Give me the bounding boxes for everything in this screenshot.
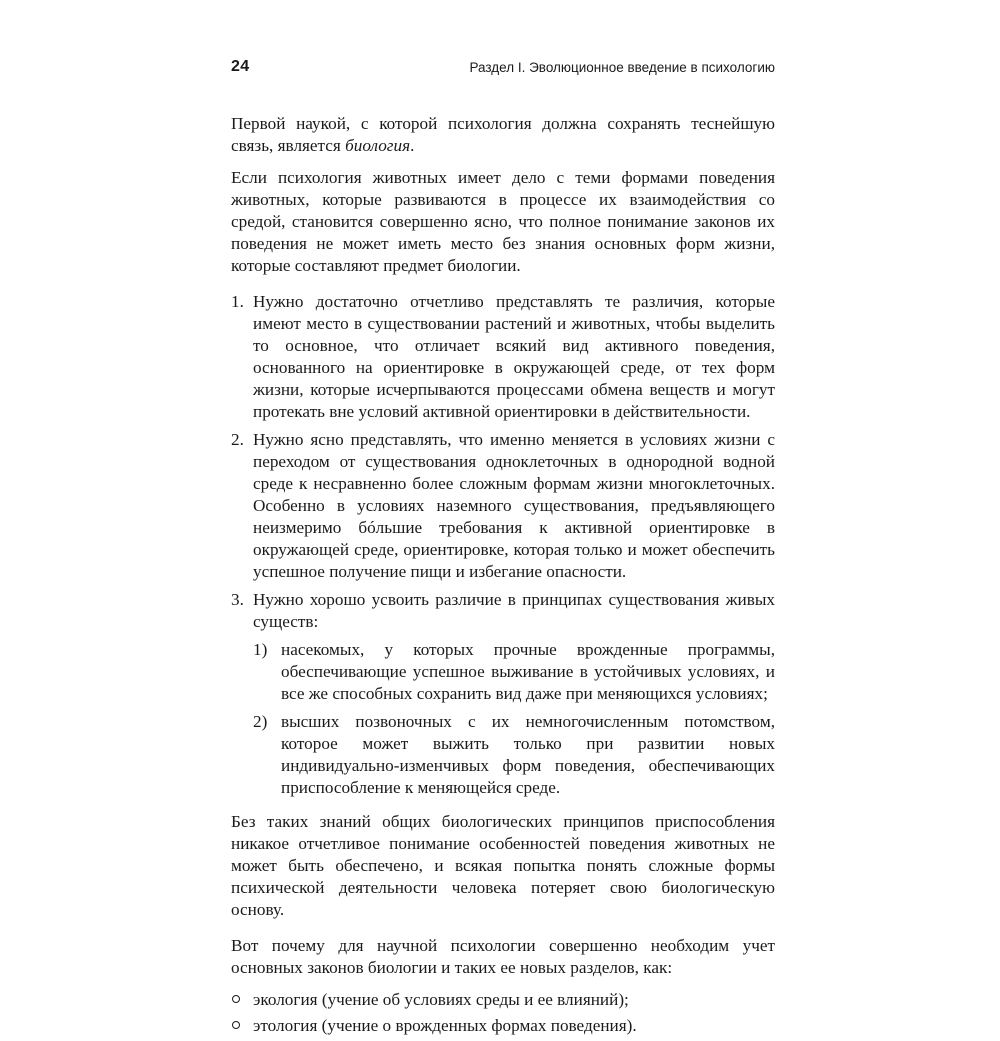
sub-list-marker: 1) [253,640,268,659]
bullet-item-text: экология (учение об условиях среды и ее влияний); [253,990,629,1009]
bullet-item-text: этология (учение о врожденных формах поведения). [253,1016,637,1035]
section-title: Раздел I. Эволюционное введение в психологию [469,60,775,75]
list-marker: 1. [231,292,244,311]
bullet-item-ecology [231,989,775,1011]
emphasis-biology: биология [345,136,411,155]
list-item-text: Нужно хорошо усвоить различие в принципах существования живых существ: [253,590,775,631]
paragraph-intro [231,113,775,157]
page-number: 24 [231,58,250,75]
circle-bullet-icon [232,1021,240,1029]
paragraph-conclusion: Без таких знаний общих биологических принципов приспособления никакое отчетливое понимание особенностей поведения животных не может быть обеспечено, и всякая попытка понять сложные формы психической деятельности человека потеряет свою биологическую основу. [231,812,775,919]
list-item-text: Нужно ясно представлять, что именно меняется в условиях жизни с переходом от существования одноклеточных в однородной водной среде к несравненно более сложным формам жизни многоклеточных. Особенно в условиях наземного существования, предъявляющего неизмеримо бóльшие требования к активной ориентировке в окружающей среде, ориентировке, которая только и может обеспечить успешное получение пищи и избегание опасности. [253,430,775,581]
list-item-1 [231,291,775,423]
book-page [231,0,775,1035]
page-body [231,113,775,1041]
paragraph-biology-sections: Вот почему для научной психологии совершенно необходим учет основных законов биологии и таких ее новых разделов, как: [231,936,775,977]
bullet-item-ethology [231,1015,775,1037]
bullet-list [231,989,775,1037]
list-marker: 3. [231,590,244,609]
paragraph-intro-text: Первой наукой, с которой психология должна сохранять теснейшую связь, является [231,114,775,155]
list-item-text: Нужно достаточно отчетливо представлять те различия, которые имеют место в существовании растений и животных, чтобы выделить то основное, что отличает всякий вид активного поведения, основанного на ориентировке в окружающей среде, от тех форм жизни, которые исчерпываются процессами обмена веществ и могут протекать вне условий активной ориентировки в действительности. [253,292,775,421]
sub-list [253,639,775,799]
circle-bullet-icon [232,995,240,1003]
list-item-2 [231,429,775,583]
paragraph-intro-end: . [410,136,415,155]
sub-list-item-1 [253,639,775,705]
sub-list-item-2 [253,711,775,799]
sub-list-item-text: высших позвоночных с их немногочисленным потомством, которое может выжить только при развитии новых индивидуально-изменчивых форм поведения, обеспечивающих приспособление к меняющейся среде. [281,712,775,797]
running-head [231,58,775,80]
list-item-3 [231,589,775,799]
paragraph-animal-psychology: Если психология животных имеет дело с теми формами поведения животных, которые развиваются в процессе их взаимодействия со средой, становится совершенно ясно, что полное понимание законов их поведения не может иметь место без знания основных форм жизни, которые составляют предмет биологии. [231,168,775,275]
sub-list-item-text: насекомых, у которых прочные врожденные программы, обеспечивающие успешное выживание в устойчивых условиях, и все же способных сохранить вид даже при меняющихся условиях; [281,640,775,703]
numbered-list [231,291,775,799]
list-marker: 2. [231,430,244,449]
sub-list-marker: 2) [253,712,268,731]
